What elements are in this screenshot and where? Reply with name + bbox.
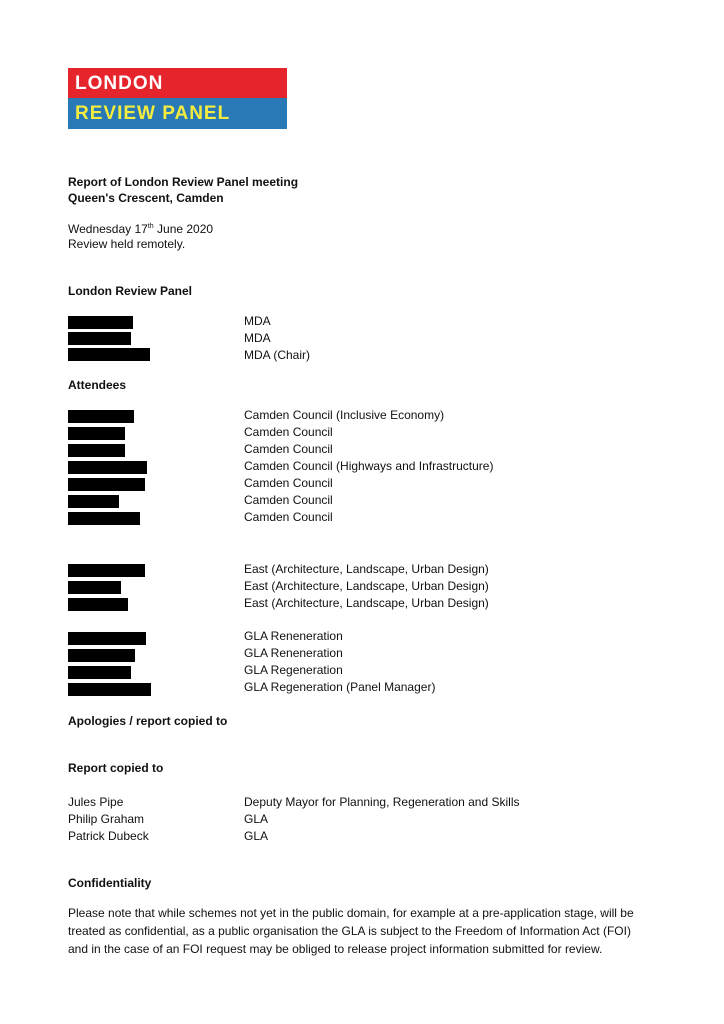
date-rest: June 2020 <box>153 222 214 236</box>
logo-line-london: LONDON <box>68 68 287 98</box>
copied-name: Philip Graham <box>68 812 145 826</box>
attendee-org: Camden Council <box>244 425 333 439</box>
attendees-gla <box>244 628 435 696</box>
attendee-org: Camden Council <box>244 510 333 524</box>
logo-line-review-panel: REVIEW PANEL <box>68 98 287 129</box>
attendee-org: Camden Council <box>244 493 333 507</box>
copied-role: GLA <box>244 812 269 826</box>
attendees-camden <box>244 407 493 526</box>
copied-role: Deputy Mayor for Planning, Regeneration and Skills <box>244 795 520 809</box>
attendee-org: Camden Council <box>244 476 333 490</box>
redaction-bar <box>68 348 150 361</box>
redaction-bar <box>68 478 145 491</box>
report-title: Report of London Review Panel meeting <box>68 175 299 189</box>
meeting-note: Review held remotely. <box>68 237 186 251</box>
redaction-bar <box>68 444 125 457</box>
copied-name: Jules Pipe <box>68 795 124 809</box>
panel-heading: London Review Panel <box>68 284 193 298</box>
report-subtitle: Queen's Crescent, Camden <box>68 191 224 205</box>
redaction-bar <box>68 316 133 329</box>
attendee-org: GLA Regeneration (Panel Manager) <box>244 680 436 694</box>
redaction-bar <box>68 598 128 611</box>
redaction-bar <box>68 683 151 696</box>
london-review-panel-logo <box>68 68 287 129</box>
redaction-bar <box>68 564 145 577</box>
attendee-org: East (Architecture, Landscape, Urban Design) <box>244 562 489 576</box>
attendee-org: GLA Reneneration <box>244 646 343 660</box>
attendee-org: GLA Reneneration <box>244 629 343 643</box>
copied-heading: Report copied to <box>68 761 164 775</box>
panel-roles <box>244 313 310 364</box>
attendee-org: East (Architecture, Landscape, Urban Design) <box>244 596 489 610</box>
redaction-bar <box>68 461 147 474</box>
redaction-bar <box>68 666 131 679</box>
attendee-org: Camden Council (Inclusive Economy) <box>244 408 445 422</box>
confidentiality-text: Please note that while schemes not yet in the public domain, for example at a pre-application stage, will be treated as confidential, as a public organisation the GLA is subject to the Freedom of Information Act (FOI) and in the case of an FOI request may be obliged to release project information submitted for review. <box>68 906 634 956</box>
date-day: Wednesday 17 <box>68 222 148 236</box>
redaction-bar <box>68 332 131 345</box>
redaction-bar <box>68 581 121 594</box>
attendee-org: Camden Council (Highways and Infrastructure) <box>244 459 494 473</box>
redaction-bar <box>68 410 134 423</box>
redaction-bar <box>68 512 140 525</box>
attendee-org: East (Architecture, Landscape, Urban Design) <box>244 579 489 593</box>
copied-roles <box>244 794 519 845</box>
copied-role: GLA <box>244 829 269 843</box>
attendee-org: Camden Council <box>244 442 333 456</box>
meeting-date <box>68 219 213 237</box>
redaction-bar <box>68 632 146 645</box>
redaction-bar <box>68 649 135 662</box>
date-suffix: th <box>147 223 154 230</box>
confidentiality-heading: Confidentiality <box>68 876 152 890</box>
attendees-heading: Attendees <box>68 378 127 392</box>
copied-names <box>68 794 149 845</box>
copied-name: Patrick Dubeck <box>68 829 149 843</box>
panel-role: MDA <box>244 314 271 328</box>
attendees-east <box>244 561 489 612</box>
panel-role: MDA (Chair) <box>244 348 311 362</box>
attendee-org: GLA Regeneration <box>244 663 343 677</box>
apologies-heading: Apologies / report copied to <box>68 714 228 728</box>
redaction-bar <box>68 427 125 440</box>
redaction-bar <box>68 495 119 508</box>
panel-role: MDA <box>244 331 271 345</box>
